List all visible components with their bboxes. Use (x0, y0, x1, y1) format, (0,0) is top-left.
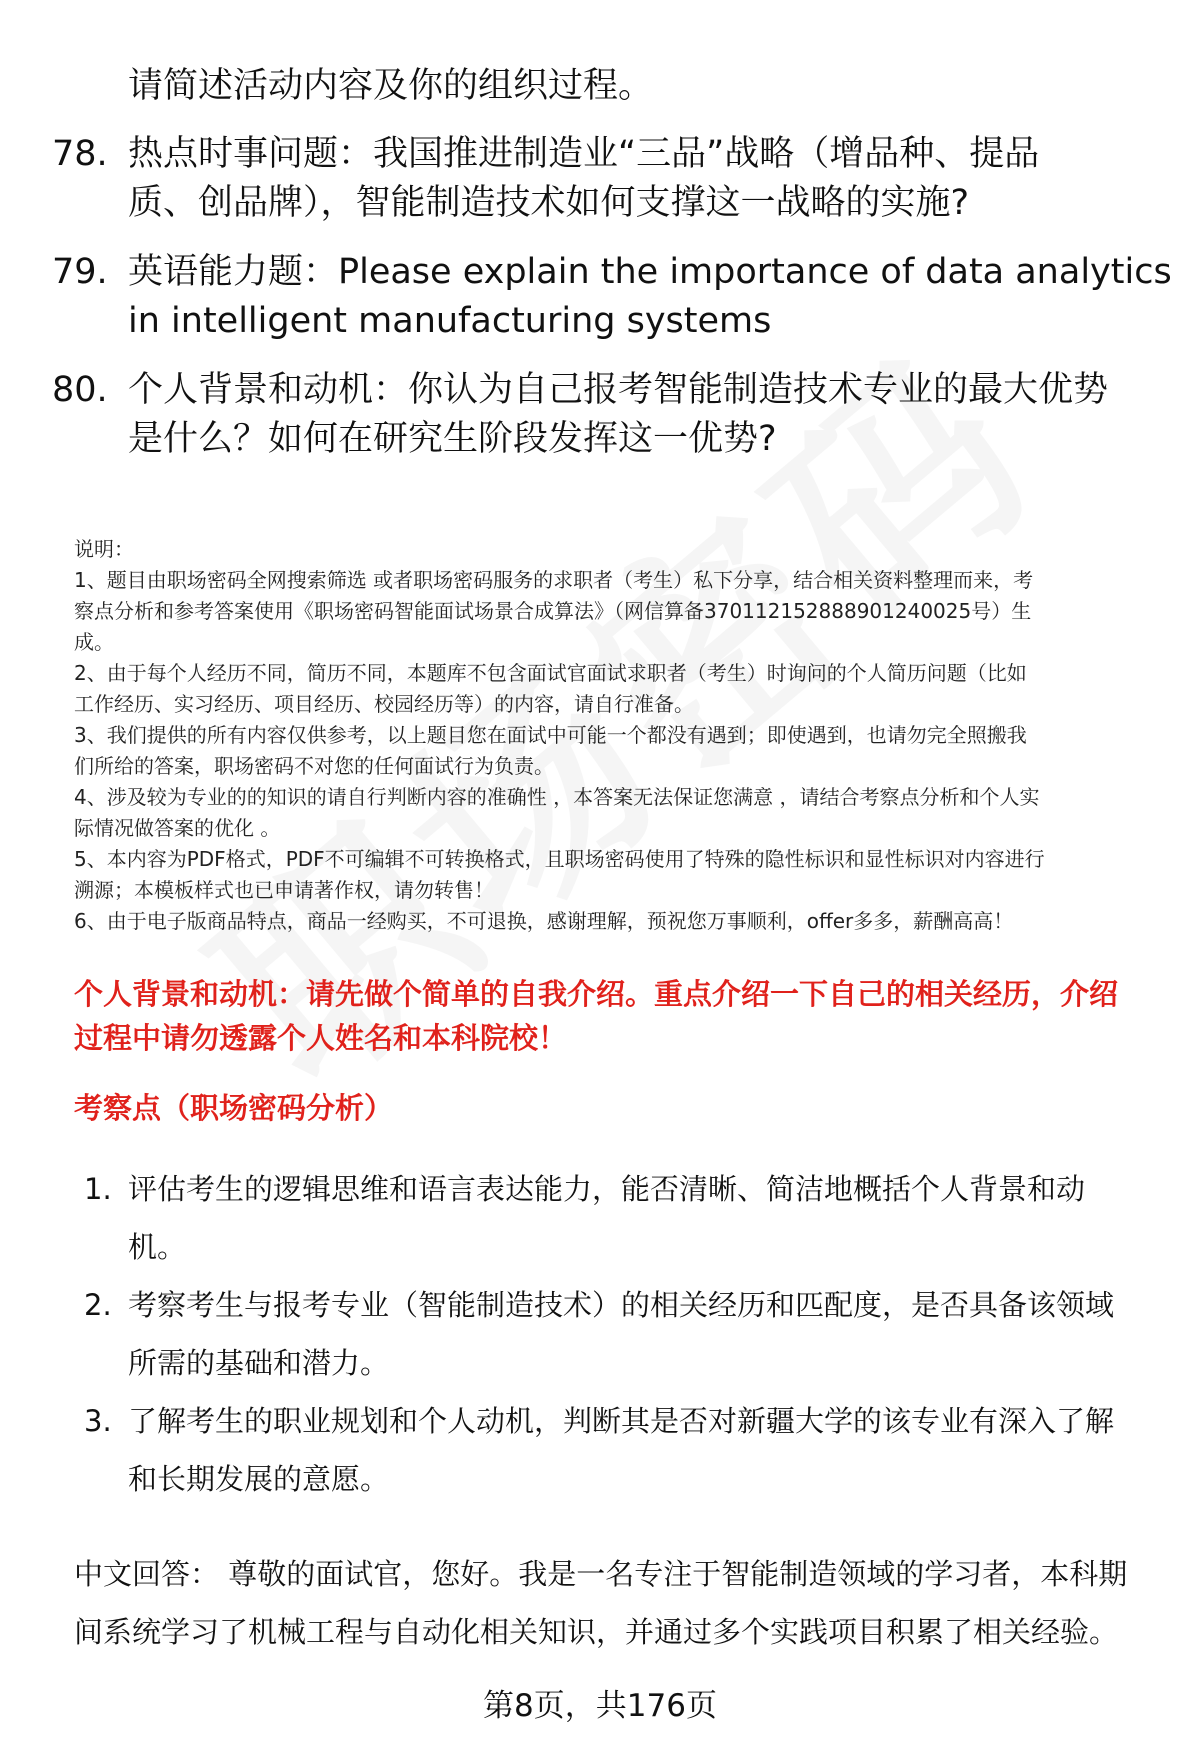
question-continuation: 请简述活动内容及你的组织过程。 (128, 66, 654, 106)
page-number: 第8页，共176页 (483, 1688, 717, 1724)
point-text-line: 机。 (128, 1230, 187, 1264)
question-text-line: 质、创品牌），智能制造技术如何支撑这一战略的实施? (128, 183, 970, 223)
notes-title: 说明： (74, 537, 134, 561)
notes-line: 2、由于每个人经历不同，简历不同，本题库不包含面试官面试求职者（考生）时询问的个人简历问题（比如 (74, 661, 1027, 685)
question-number: 78. (52, 134, 108, 174)
featured-question-line: 个人背景和动机：请先做个简单的自我介绍。重点介绍一下自己的相关经历，介绍 (74, 977, 1119, 1011)
featured-question (74, 972, 1118, 1060)
featured-question-line: 过程中请勿透露个人姓名和本科院校！ (74, 1021, 568, 1055)
notes-line: 3、我们提供的所有内容仅供参考，以上题目您在面试中可能一个都没有遇到；即使遇到，也请勿完全照搬我 (74, 723, 1027, 747)
point-number: 2. (84, 1288, 112, 1322)
notes-section (74, 534, 1164, 937)
point-text-line: 考察考生与报考专业（智能制造技术）的相关经历和匹配度，是否具备该领域 (128, 1288, 1115, 1322)
answer-line: 中文回答： 尊敬的面试官，您好。我是一名专注于智能制造领域的学习者，本科期 (74, 1557, 1128, 1591)
notes-line: 溯源；本模板样式也已申请著作权，请勿转售！ (74, 878, 494, 902)
notes-line: 4、涉及较为专业的的知识的请自行判断内容的准确性 ，本答案无法保证您满意 ，请结合考察点分析和个人实 (74, 785, 1040, 809)
point-text-line: 了解考生的职业规划和个人动机，判断其是否对新疆大学的该专业有深入了解 (128, 1404, 1115, 1438)
question-text-line: 是什么？如何在研究生阶段发挥这一优势? (128, 419, 777, 459)
question-number: 80. (52, 370, 108, 410)
question-number: 79. (52, 252, 108, 292)
question-text-line: in intelligent manufacturing systems (128, 301, 772, 341)
notes-line: 1、题目由职场密码全网搜索筛选 或者职场密码服务的求职者（考生）私下分享，结合相关资料整理而来，考 (74, 568, 1034, 592)
chinese-answer (74, 1545, 1127, 1661)
question-text-line: 个人背景和动机：你认为自己报考智能制造技术专业的最大优势 (128, 370, 1109, 410)
notes-line: 们所给的答案，职场密码不对您的任何面试行为负责。 (74, 754, 554, 778)
point-text-line: 所需的基础和潜力。 (128, 1346, 390, 1380)
analysis-heading: 考察点（职场密码分析） (74, 1091, 394, 1125)
notes-line: 察点分析和参考答案使用《职场密码智能面试场景合成算法》（网信算备370112152888901240025号）生 (74, 599, 1032, 623)
notes-line: 际情况做答案的优化 。 (74, 816, 281, 840)
notes-line: 工作经历、实习经历、项目经历、校园经历等）的内容，请自行准备。 (74, 692, 694, 716)
notes-line: 6、由于电子版商品特点，商品一经购买，不可退换，感谢理解，预祝您万事顺利，offer多多，薪酬高高！ (74, 909, 1014, 933)
answer-line: 间系统学习了机械工程与自动化相关知识，并通过多个实践项目积累了相关经验。 (74, 1615, 1119, 1649)
notes-line: 5、本内容为PDF格式，PDF不可编辑不可转换格式，且职场密码使用了特殊的隐性标识和显性标识对内容进行 (74, 847, 1045, 871)
point-number: 1. (84, 1172, 112, 1206)
point-number: 3. (84, 1404, 112, 1438)
question-text-line: 热点时事问题：我国推进制造业“三品”战略（增品种、提品 (128, 134, 1040, 174)
point-text-line: 和长期发展的意愿。 (128, 1462, 390, 1496)
point-text-line: 评估考生的逻辑思维和语言表达能力，能否清晰、简洁地概括个人背景和动 (128, 1172, 1086, 1206)
question-text-line: 英语能力题：Please explain the importance of data analytics (128, 252, 1172, 292)
notes-line: 成。 (74, 630, 114, 654)
